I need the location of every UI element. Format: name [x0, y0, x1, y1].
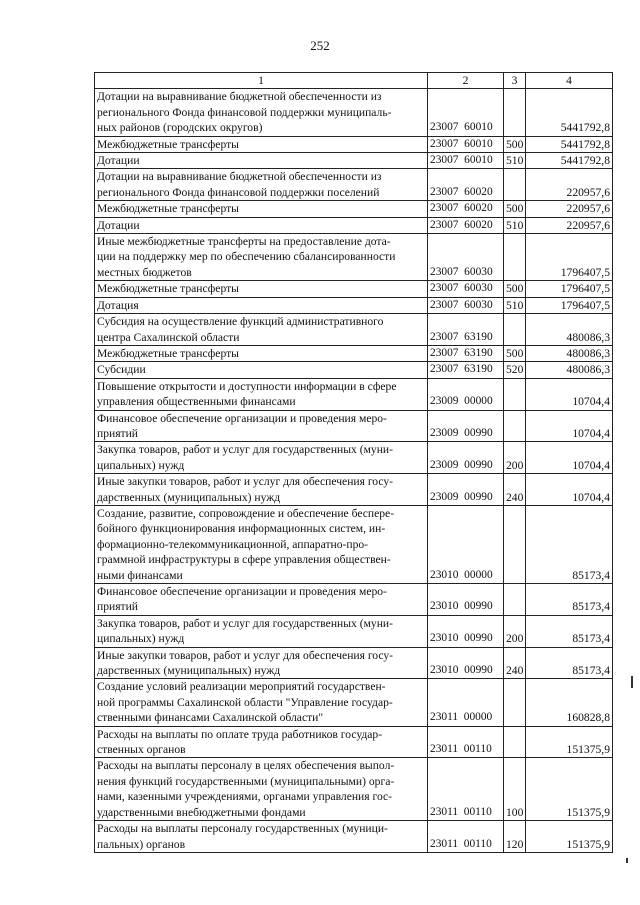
row-code-cell: 23010 00000 [428, 505, 504, 583]
row-code-cell: 23011 00110 [428, 758, 504, 821]
row-amount-cell: 151375,9 [526, 821, 613, 853]
row-type-cell: 520 [504, 362, 526, 378]
column-header-amount: 4 [526, 73, 613, 89]
row-amount-cell: 5441792,8 [526, 153, 613, 169]
table-row [95, 153, 613, 169]
row-amount-cell: 1796407,5 [526, 281, 613, 297]
row-name-cell: Дотации на выравнивание бюджетной обеспеченности из регионального Фонда финансовой поддержки муниципаль- ных районов (городских округов) [95, 89, 428, 136]
row-name-cell: Закупка товаров, работ и услуг для государственных (муни- ципальных) нужд [95, 442, 428, 474]
row-amount-cell: 1796407,5 [526, 234, 613, 281]
row-type-cell: 500 [504, 281, 526, 297]
row-amount-cell: 10704,4 [526, 410, 613, 442]
row-type-cell: 240 [504, 474, 526, 506]
row-name-cell: Повышение открытости и доступности информации в сфере управления общественными финансами [95, 378, 428, 410]
row-type-cell: 510 [504, 217, 526, 233]
row-code-cell: 23007 60020 [428, 201, 504, 217]
row-code-cell: 23010 00990 [428, 615, 504, 647]
row-amount-cell: 85173,4 [526, 505, 613, 583]
row-code-cell: 23007 60010 [428, 136, 504, 152]
table-row [95, 679, 613, 726]
table-row [95, 726, 613, 758]
row-code-cell: 23009 00990 [428, 474, 504, 506]
column-header-name: 1 [95, 73, 428, 89]
row-name-cell: Финансовое обеспечение организации и проведения меро- приятий [95, 584, 428, 616]
row-type-cell: 500 [504, 201, 526, 217]
row-code-cell: 23010 00990 [428, 647, 504, 679]
budget-table [94, 72, 613, 853]
row-name-cell: Межбюджетные трансферты [95, 201, 428, 217]
row-amount-cell: 220957,6 [526, 201, 613, 217]
row-type-cell: 240 [504, 647, 526, 679]
row-type-cell: 100 [504, 758, 526, 821]
margin-mark [626, 858, 628, 863]
row-name-cell: Дотации [95, 217, 428, 233]
row-code-cell: 23007 60030 [428, 281, 504, 297]
table-row [95, 474, 613, 506]
table-row [95, 615, 613, 647]
row-code-cell: 23007 60020 [428, 169, 504, 201]
row-type-cell: 120 [504, 821, 526, 853]
row-amount-cell: 5441792,8 [526, 89, 613, 136]
row-code-cell: 23007 60010 [428, 153, 504, 169]
row-name-cell: Дотация [95, 297, 428, 313]
table-header-row [95, 73, 613, 89]
row-type-cell [504, 234, 526, 281]
row-amount-cell: 85173,4 [526, 615, 613, 647]
table-row [95, 201, 613, 217]
row-name-cell: Иные закупки товаров, работ и услуг для обеспечения госу- дарственных (муниципальных) нужд [95, 474, 428, 506]
row-type-cell: 510 [504, 297, 526, 313]
table-row [95, 89, 613, 136]
row-type-cell [504, 584, 526, 616]
row-name-cell: Расходы на выплаты персоналу государственных (муници- пальных) органов [95, 821, 428, 853]
table-row [95, 345, 613, 361]
table-row [95, 234, 613, 281]
table-row [95, 758, 613, 821]
table-row [95, 378, 613, 410]
row-code-cell: 23010 00990 [428, 584, 504, 616]
table-row [95, 821, 613, 853]
row-name-cell: Создание условий реализации мероприятий государствен- ной программы Сахалинской области "Управление государ- ственными финансами Сахалинской области" [95, 679, 428, 726]
table-row [95, 362, 613, 378]
table-row [95, 584, 613, 616]
row-type-cell: 500 [504, 345, 526, 361]
row-name-cell: Дотации на выравнивание бюджетной обеспеченности из регионального Фонда финансовой поддержки поселений [95, 169, 428, 201]
row-code-cell: 23011 00000 [428, 679, 504, 726]
row-amount-cell: 480086,3 [526, 345, 613, 361]
row-name-cell: Иные закупки товаров, работ и услуг для обеспечения госу- дарственных (муниципальных) нужд [95, 647, 428, 679]
row-amount-cell: 10704,4 [526, 378, 613, 410]
row-type-cell [504, 314, 526, 346]
row-name-cell: Иные межбюджетные трансферты на предоставление дота- ции на поддержку мер по обеспечению сбалансированности местных бюджетов [95, 234, 428, 281]
row-amount-cell: 85173,4 [526, 584, 613, 616]
row-name-cell: Расходы на выплаты персоналу в целях обеспечения выпол- нения функций государственными (муниципальными) орга- нами, казенными учреждениями, органами управления гос- ударственными внебюджетными фондами [95, 758, 428, 821]
row-name-cell: Межбюджетные трансферты [95, 345, 428, 361]
row-name-cell: Создание, развитие, сопровождение и обеспечение беспере- бойного функционирования информационных систем, ин- формационно-телекоммуникационной, аппаратно-про- граммной инфраструктуры в сфере управления обществен- ными финансами [95, 505, 428, 583]
table-row [95, 169, 613, 201]
row-amount-cell: 220957,6 [526, 217, 613, 233]
row-type-cell [504, 410, 526, 442]
row-name-cell: Закупка товаров, работ и услуг для государственных (муни- ципальных) нужд [95, 615, 428, 647]
row-amount-cell: 1796407,5 [526, 297, 613, 313]
row-name-cell: Расходы на выплаты по оплате труда работников государ- ственных органов [95, 726, 428, 758]
row-name-cell: Межбюджетные трансферты [95, 136, 428, 152]
row-amount-cell: 5441792,8 [526, 136, 613, 152]
row-type-cell [504, 726, 526, 758]
row-type-cell: 500 [504, 136, 526, 152]
table-row [95, 314, 613, 346]
row-code-cell: 23007 63190 [428, 314, 504, 346]
table-row [95, 217, 613, 233]
page-number: 252 [310, 38, 330, 53]
row-type-cell: 200 [504, 442, 526, 474]
row-code-cell: 23007 60030 [428, 234, 504, 281]
margin-mark [631, 676, 633, 688]
row-amount-cell: 160828,8 [526, 679, 613, 726]
row-amount-cell: 480086,3 [526, 314, 613, 346]
row-name-cell: Финансовое обеспечение организации и проведения меро- приятий [95, 410, 428, 442]
table-row [95, 410, 613, 442]
table-row [95, 136, 613, 152]
row-type-cell [504, 89, 526, 136]
row-amount-cell: 220957,6 [526, 169, 613, 201]
row-code-cell: 23009 00000 [428, 378, 504, 410]
table-row [95, 505, 613, 583]
row-code-cell: 23011 00110 [428, 726, 504, 758]
row-code-cell: 23009 00990 [428, 410, 504, 442]
row-amount-cell: 151375,9 [526, 726, 613, 758]
row-code-cell: 23007 63190 [428, 345, 504, 361]
row-type-cell [504, 169, 526, 201]
row-type-cell [504, 505, 526, 583]
row-amount-cell: 10704,4 [526, 442, 613, 474]
row-code-cell: 23007 60030 [428, 297, 504, 313]
row-code-cell: 23007 63190 [428, 362, 504, 378]
row-code-cell: 23007 60010 [428, 89, 504, 136]
table-row [95, 442, 613, 474]
row-code-cell: 23007 60020 [428, 217, 504, 233]
row-amount-cell: 151375,9 [526, 758, 613, 821]
row-type-cell [504, 378, 526, 410]
row-amount-cell: 10704,4 [526, 474, 613, 506]
row-type-cell: 200 [504, 615, 526, 647]
row-amount-cell: 85173,4 [526, 647, 613, 679]
row-name-cell: Межбюджетные трансферты [95, 281, 428, 297]
column-header-type: 3 [504, 73, 526, 89]
row-amount-cell: 480086,3 [526, 362, 613, 378]
row-code-cell: 23009 00990 [428, 442, 504, 474]
table-row [95, 647, 613, 679]
row-name-cell: Субсидии [95, 362, 428, 378]
row-name-cell: Субсидия на осуществление функций административного центра Сахалинской области [95, 314, 428, 346]
table-row [95, 297, 613, 313]
table-row [95, 281, 613, 297]
column-header-code: 2 [428, 73, 504, 89]
row-name-cell: Дотации [95, 153, 428, 169]
row-type-cell: 510 [504, 153, 526, 169]
row-code-cell: 23011 00110 [428, 821, 504, 853]
row-type-cell [504, 679, 526, 726]
